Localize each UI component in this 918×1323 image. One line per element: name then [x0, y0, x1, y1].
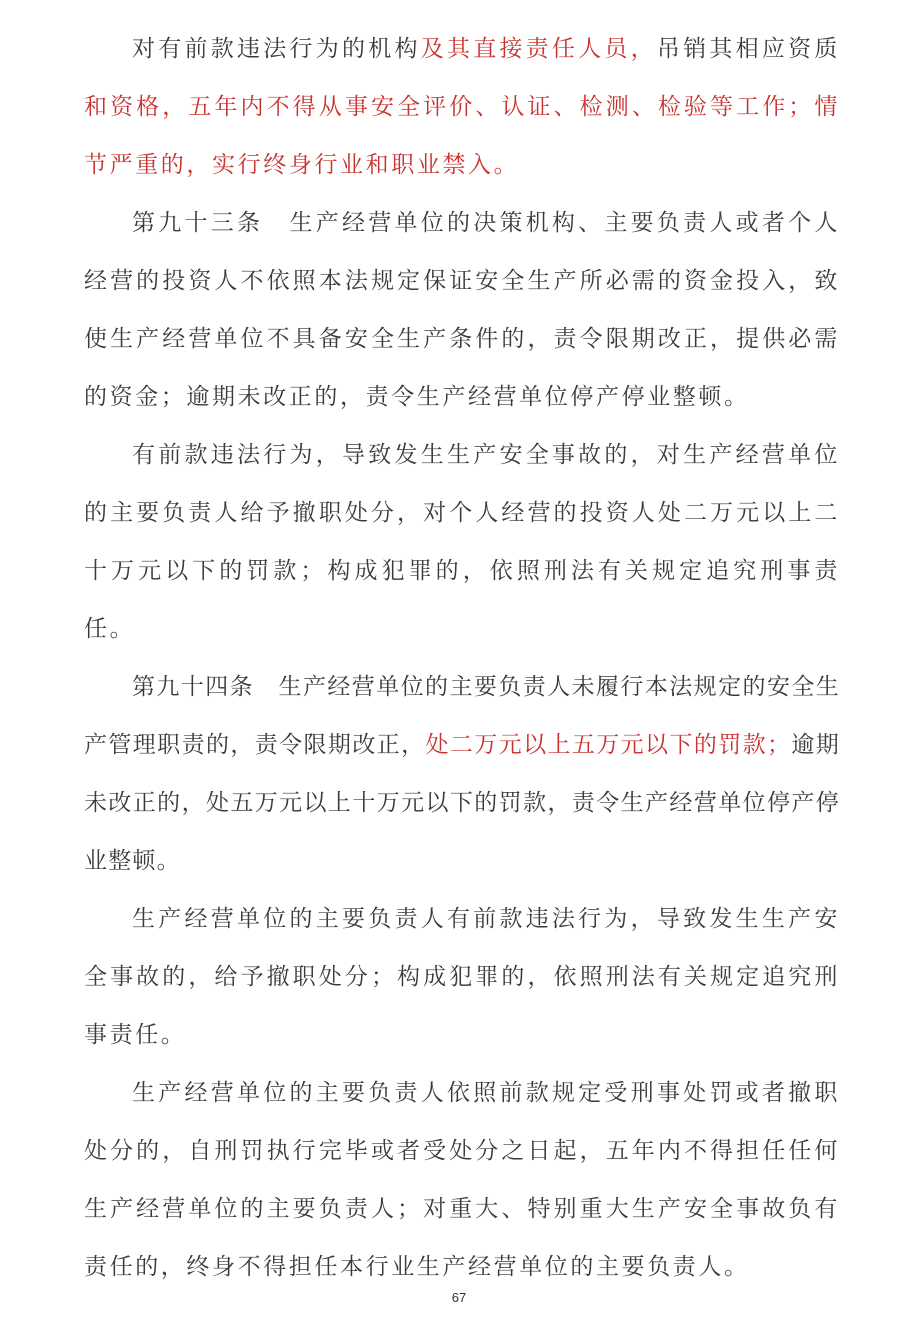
paragraph-1-highlight-1: 及其直接责任人员，: [420, 36, 657, 62]
article-94-text-1: 第九十四条 生产经营单位的主要负责人未履行本法规定的安全生产管理职责的，责令限期改正，: [84, 674, 840, 758]
document-body: [84, 20, 840, 1296]
page-number: 67: [451, 1290, 467, 1305]
article-94-clause-3-text: 生产经营单位的主要负责人依照前款规定受刑事处罚或者撤职处分的，自刑罚执行完毕或者受处分之日起，五年内不得担任任何生产经营单位的主要负责人；对重大、特别重大生产安全事故负有责任的，终身不得担任本行业生产经营单位的主要负责人。: [84, 1080, 840, 1280]
paragraph-1-text-1: 对有前款违法行为的机构: [132, 36, 421, 62]
article-94-clause-2: [84, 890, 840, 1064]
paragraph-1-text-2: 吊销其相应资质: [656, 36, 840, 62]
article-93-text: 第九十三条 生产经营单位的决策机构、主要负责人或者个人经营的投资人不依照本法规定保证安全生产所必需的资金投入，致使生产经营单位不具备安全生产条件的，责令限期改正，提供必需的资金；逾期未改正的，责令生产经营单位停产停业整顿。: [84, 210, 840, 410]
article-94-text-2: 逾期未改正的，处五万元以上十万元以下的罚款，责令生产经营单位停产停业整顿。: [84, 732, 840, 874]
article-93-paragraph: [84, 194, 840, 426]
paragraph-1: [84, 20, 840, 194]
article-94-clause-3: [84, 1064, 840, 1296]
article-94-paragraph: [84, 658, 840, 890]
article-94-clause-2-text: 生产经营单位的主要负责人有前款违法行为，导致发生生产安全事故的，给予撤职处分；构成犯罪的，依照刑法有关规定追究刑事责任。: [84, 906, 840, 1048]
article-93-clause-2-text: 有前款违法行为，导致发生生产安全事故的，对生产经营单位的主要负责人给予撤职处分，对个人经营的投资人处二万元以上二十万元以下的罚款；构成犯罪的，依照刑法有关规定追究刑事责任。: [84, 442, 840, 642]
article-93-clause-2: [84, 426, 840, 658]
article-94-highlight: 处二万元以上五万元以下的罚款；: [425, 732, 792, 758]
paragraph-1-highlight-2: 和资格，五年内不得从事安全评价、认证、检测、检验等工作；情节严重的，实行终身行业和职业禁入。: [84, 94, 840, 178]
